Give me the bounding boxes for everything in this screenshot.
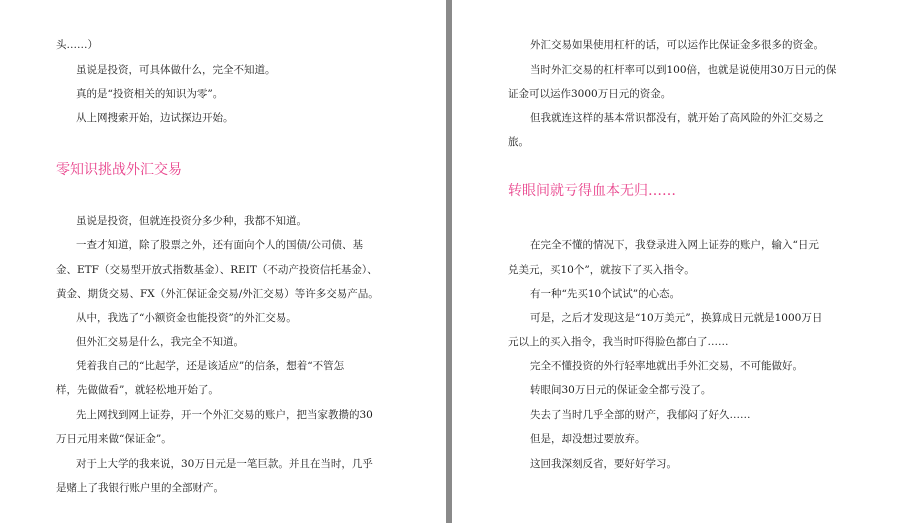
paragraph-line: 完全不懂投资的外行轻率地就出手外汇交易，不可能做好。	[530, 360, 803, 372]
left-page	[0, 0, 446, 523]
section-heading: 转眼间就亏得血本无归……	[508, 183, 676, 199]
paragraph-line: 转眼间30万日元的保证金全都亏没了。	[530, 384, 712, 396]
paragraph-line: 元以上的买入指令，我当时吓得脸色都白了……	[508, 336, 729, 348]
paragraph-line: 先上网找到网上证券，开一个外汇交易的账户，把当家教攒的30	[76, 409, 373, 421]
paragraph-line: 外汇交易如果使用杠杆的话，可以运作比保证金多很多的资金。	[530, 39, 824, 51]
paragraph-line: 但我就连这样的基本常识都没有，就开始了高风险的外汇交易之	[530, 112, 824, 124]
paragraph-line: 兑美元，买10个”，就按下了买入指令。	[508, 264, 695, 276]
paragraph-line: 证金可以运作3000万日元的资金。	[508, 88, 672, 100]
paragraph-line: 有一种“先买10个试试”的心态。	[530, 288, 681, 300]
paragraph-line: 在完全不懂的情况下，我登录进入网上证券的账户，输入“日元	[530, 239, 819, 251]
paragraph-line: 黄金、期货交易、FX（外汇保证金交易/外汇交易）等许多交易产品。	[56, 288, 379, 300]
paragraph-line: 旅。	[508, 136, 529, 148]
paragraph-line: 金、ETF（交易型开放式指数基金）、REIT（不动产投资信托基金）、	[56, 264, 378, 276]
paragraph-line: 虽说是投资，但就连投资分多少种，我都不知道。	[76, 215, 307, 227]
paragraph-line: 虽说是投资，可具体做什么，完全不知道。	[76, 64, 276, 76]
paragraph-line: 凭着我自己的“比起学，还是该适应”的信条，想着“不管怎	[76, 360, 345, 372]
paragraph-line: 失去了当时几乎全部的财产，我郁闷了好久……	[530, 409, 751, 421]
paragraph-line: 但是，却没想过要放弃。	[530, 433, 646, 445]
paragraph-line: 真的是“投资相关的知识为零”。	[76, 88, 224, 100]
paragraph-line: 一查才知道，除了股票之外，还有面向个人的国债/公司债、基	[76, 239, 364, 251]
paragraph-line: 万日元用来做“保证金”。	[56, 433, 172, 445]
paragraph-line: 从上网搜索开始，边试探边开始。	[76, 112, 234, 124]
paragraph-line: 当时外汇交易的杠杆率可以到100倍，也就是说使用30万日元的保	[530, 64, 837, 76]
paragraph-line: 头……）	[56, 39, 98, 51]
paragraph-line: 对于上大学的我来说，30万日元是一笔巨款。并且在当时，几乎	[76, 458, 373, 470]
paragraph-line: 但外汇交易是什么，我完全不知道。	[76, 336, 244, 348]
paragraph-line: 是赌上了我银行账户里的全部财产。	[56, 482, 224, 494]
paragraph-line: 从中，我选了“小额资金也能投资”的外汇交易。	[76, 312, 297, 324]
paragraph-line: 样，先做做看”，就轻松地开始了。	[56, 384, 219, 396]
paragraph-line: 可是，之后才发现这是“10万美元”，换算成日元就是1000万日	[530, 312, 823, 324]
paragraph-line: 这回我深刻反省，要好好学习。	[530, 458, 677, 470]
right-page	[452, 0, 900, 523]
section-heading: 零知识挑战外汇交易	[56, 162, 182, 178]
